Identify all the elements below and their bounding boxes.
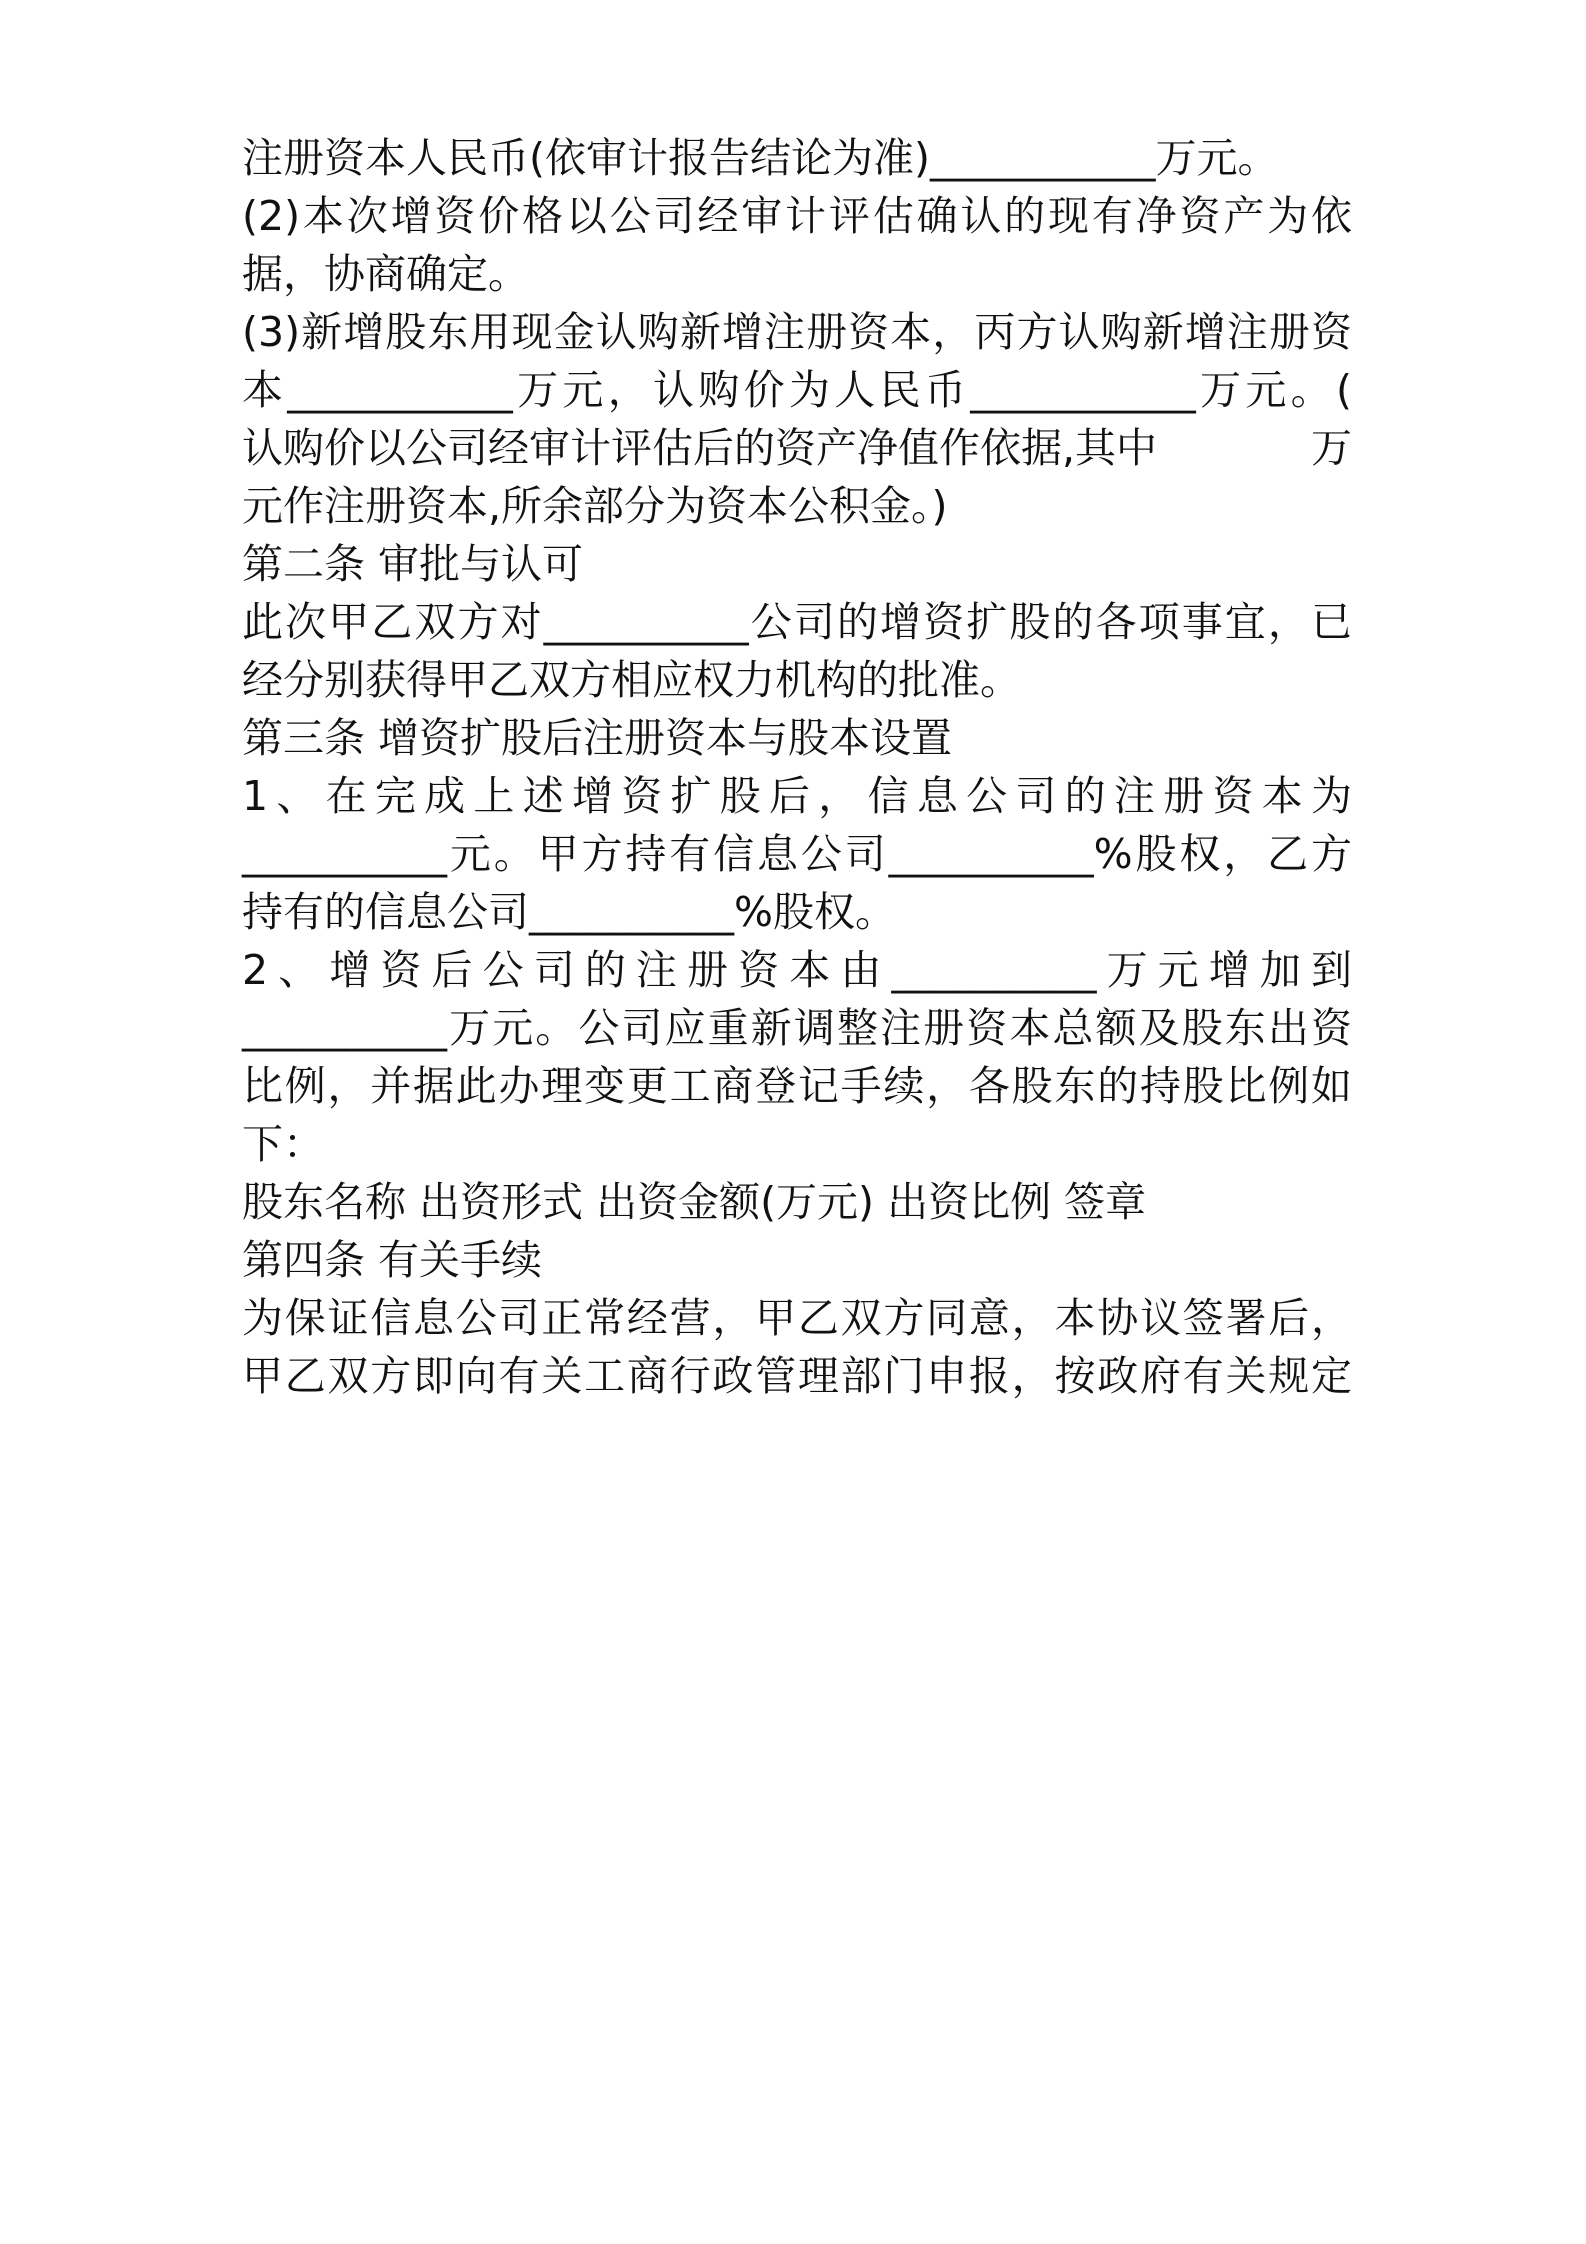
paragraph-line: 元作注册资本,所余部分为资本公积金。)	[242, 482, 948, 530]
paragraph-line: 注册资本人民币(依审计报告结论为准)___________万元。	[242, 134, 1279, 182]
paragraph-line: 经分别获得甲乙双方相应权力机构的批准。	[242, 656, 1021, 704]
line-segment: 认购价以公司经审计评估后的资产净值作依据,其中	[242, 424, 1158, 472]
section-heading: 第三条 增资扩股后注册资本与股本设置	[242, 714, 953, 762]
paragraph-line	[242, 418, 1352, 478]
paragraph-line: 本___________万元，认购价为人民币___________万元。(	[242, 366, 1352, 414]
table-header-line: 股东名称 出资形式 出资金额(万元) 出资比例 签章	[242, 1178, 1147, 1226]
section-heading: 第二条 审批与认可	[242, 540, 584, 588]
paragraph-line: 下：	[242, 1120, 324, 1168]
paragraph-line: 持有的信息公司__________%股权。	[242, 888, 896, 936]
paragraph-line: (2)本次增资价格以公司经审计评估确认的现有净资产为依	[242, 192, 1352, 240]
line-segment: 万	[1311, 424, 1352, 472]
paragraph-line: 甲乙双方即向有关工商行政管理部门申报，按政府有关规定	[242, 1352, 1352, 1400]
section-heading: 第四条 有关手续	[242, 1236, 543, 1284]
paragraph-line: 此次甲乙双方对__________公司的增资扩股的各项事宜，已	[242, 598, 1352, 646]
paragraph-line: __________元。甲方持有信息公司__________%股权，乙方	[242, 830, 1352, 878]
paragraph-line: __________万元。公司应重新调整注册资本总额及股东出资	[242, 1004, 1352, 1052]
paragraph-line: 为保证信息公司正常经营，甲乙双方同意，本协议签署后，	[242, 1294, 1352, 1342]
paragraph-line: 1、在完成上述增资扩股后，信息公司的注册资本为	[242, 772, 1352, 820]
paragraph-line: (3)新增股东用现金认购新增注册资本，丙方认购新增注册资	[242, 308, 1352, 356]
paragraph-line: 据，协商确定。	[242, 250, 529, 298]
paragraph-line: 2、增资后公司的注册资本由__________万元增加到	[242, 946, 1352, 994]
paragraph-line: 比例，并据此办理变更工商登记手续，各股东的持股比例如	[242, 1062, 1352, 1110]
